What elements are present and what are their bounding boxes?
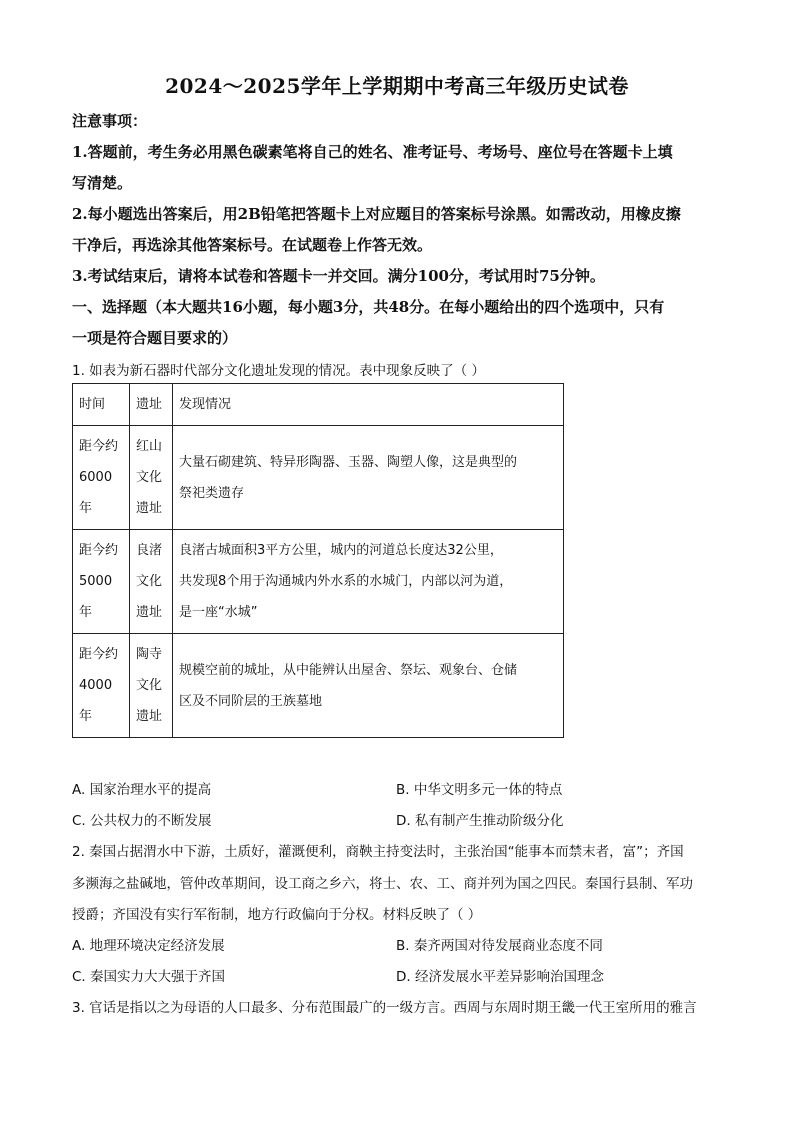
cell-site: 良渚 文化 遗址 [130,530,173,634]
section-heading-a: 一、选择题（本大题共16小题，每小题3分，共48分。在每小题给出的四个选项中，只有 [72,298,665,316]
q2-option-b: B. 秦齐两国对待发展商业态度不同 [396,938,603,954]
table-row [73,426,564,530]
table-header-row [73,384,564,426]
q2-line-3: 授爵；齐国没有实行军衔制，地方行政偏向于分权。材料反映了（ ） [72,907,482,923]
q2-option-d: D. 经济发展水平差异影响治国理念 [396,969,604,985]
q1-option-a: A. 国家治理水平的提高 [72,782,212,798]
q1-option-d: D. 私有制产生推动阶级分化 [396,813,564,829]
q2-option-a: A. 地理环境决定经济发展 [72,938,225,954]
header-time: 时间 [73,384,130,426]
cell-desc: 规模空前的城址，从中能辨认出屋舍、祭坛、观象台、仓储 区及不同阶层的王族墓地 [173,634,564,738]
q1-option-c: C. 公共权力的不断发展 [72,813,212,829]
notice-line-1a: 1.答题前，考生务必用黑色碳素笔将自己的姓名、准考证号、考场号、座位号在答题卡上填 [72,143,673,161]
header-site: 遗址 [130,384,173,426]
q1-stem: 1. 如表为新石器时代部分文化遗址发现的情况。表中现象反映了（ ） [72,363,485,379]
cell-desc: 良渚古城面积3平方公里，城内的河道总长度达32公里， 共发现8个用于沟通城内外水系的水城门，内部以河为道， 是一座“水城” [173,530,564,634]
q2-line-1: 2. 秦国占据渭水中下游，土质好，灌溉便利，商鞅主持变法时，主张治国“能事本而禁末者，富”；齐国 [72,844,684,860]
q2-option-c: C. 秦国实力大大强于齐国 [72,969,226,985]
q1-table [72,383,564,738]
notice-line-2a: 2.每小题选出答案后，用2B铅笔把答题卡上对应题目的答案标号涂黑。如需改动，用橡皮擦 [72,205,681,223]
table-row [73,634,564,738]
cell-time: 距今约 5000 年 [73,530,130,634]
cell-time: 距今约 4000 年 [73,634,130,738]
header-desc: 发现情况 [173,384,564,426]
q3-line-1: 3. 官话是指以之为母语的人口最多、分布范围最广的一级方言。西周与东周时期王畿一代王室所用的雅言 [72,1000,697,1016]
cell-desc: 大量石砌建筑、特异形陶器、玉器、陶塑人像，这是典型的 祭祀类遗存 [173,426,564,530]
notice-line-1b: 写清楚。 [72,174,133,192]
notice-line-3: 3.考试结束后，请将本试卷和答题卡一并交回。满分100分，考试用时75分钟。 [72,267,605,285]
page-title: 2024～2025学年上学期期中考高三年级历史试卷 [165,74,629,98]
cell-site: 红山 文化 遗址 [130,426,173,530]
section-heading-b: 一项是符合题目要求的） [72,329,238,347]
cell-site: 陶寺 文化 遗址 [130,634,173,738]
q1-option-b: B. 中华文明多元一体的特点 [396,782,563,798]
notice-line-2b: 干净后，再选涂其他答案标号。在试题卷上作答无效。 [72,236,433,254]
table-row [73,530,564,634]
q2-line-2: 多濒海之盐碱地，管仲改革期间，设工商之乡六，将士、农、工、商并列为国之四民。秦国行县制、军功 [72,876,693,892]
cell-time: 距今约 6000 年 [73,426,130,530]
notice-heading: 注意事项： [72,112,148,130]
